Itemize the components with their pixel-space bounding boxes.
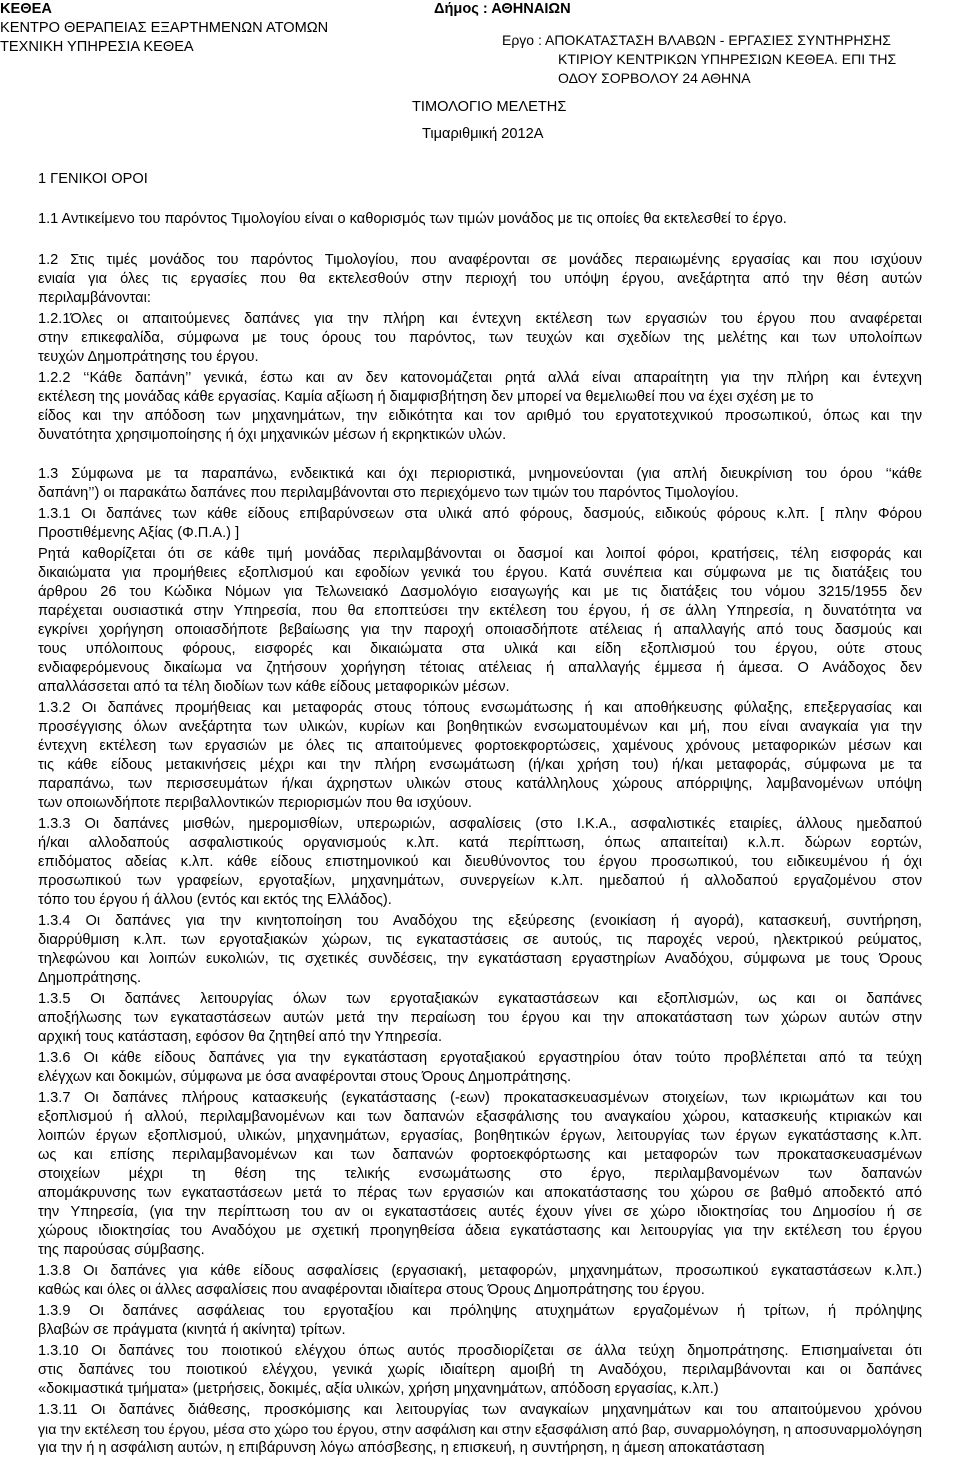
body-line: 1.2.2 ‘‘Κάθε δαπάνη’’ γενικά, έστω και αν δεν κατονομάζεται ρητά αλλά είναι απαραίτητη για την πλήρη και έντεχνη <box>38 370 922 386</box>
body-line: «δοκιμαστικά τμήματα» (μετρήσεις, δοκιμές, αξία υλικών, χρήση μηχανημάτων, απόδοση εργασίας, κ.λπ.) <box>38 1381 719 1397</box>
body-line: βλαβών σε πράγματα (κινητά ή ακίνητα) τρίτων. <box>38 1322 346 1338</box>
body-line: 1.3.2 Οι δαπάνες προμήθειας και μεταφοράς στους τόπους ενσωμάτωσης ή και αποθήκευσης φύλαξης, επεξεργασίας και <box>38 700 922 716</box>
body-line: παρέχεται ουσιαστικά στην Υπηρεσία, που θα εποπτεύσει την εκτέλεση του έργου, ή σε άλλη Υπηρεσία, η δυνατότητα να <box>38 603 922 619</box>
body-line: 1.3.10 Οι δαπάνες του ποιοτικού ελέγχου όπως αυτός προσδιορίζεται σε άλλα τεύχη δημοπράτησης. Επισημαίνεται ότι <box>38 1343 922 1359</box>
body-line: προσωπικού των γραφείων, εργοταξίων, μηχανημάτων, συνεργείων κ.λπ. ημεδαπού ή αλλοδαπού εργαζομένου στον <box>38 873 922 889</box>
body-line: των οποιωνδήποτε περιβαλλοντικών περιορισμών που θα ισχύουν. <box>38 795 472 811</box>
body-line: στις δαπάνες του ποιοτικού ελέγχου, γενικά χωρίς ιδιαίτερη αμοιβή τη Αναδόχου, περιλαμβάνονται και οι δαπάνες <box>38 1362 922 1378</box>
body-line: ενδιαφερόμενους δικαίωμα να ζητήσουν χορήγηση τέτοιας ατέλειας ή απαλλαγής έμμεσα ή άμεσα. Ο Ανάδοχος δεν <box>38 660 922 676</box>
body-line: Προστιθέμενης Αξίας (Φ.Π.Α.) ] <box>38 525 240 541</box>
body-line: διαρρύθμιση κ.λπ. των εργοταξιακών χώρων, τις εγκαταστάσεις σε αυτούς, τις παροχές νερού, ηλεκτρικού ρεύματος, <box>38 932 922 948</box>
body-line: για την ή η ασφάλιση αυτών, η επιβάρυνση λόγω απόσβεσης, η επισκευή, η συντήρηση, η άμεση αποκατάσταση <box>38 1440 765 1456</box>
org-department: ΤΕΧΝΙΚΗ ΥΠΗΡΕΣΙΑ ΚΕΘΕΑ <box>0 39 194 55</box>
body-line: τόπο του έργου ή άλλου (εντός και εκτός της Ελλάδος). <box>38 892 392 908</box>
body-line: 1.3.5 Οι δαπάνες λειτουργίας όλων των εργοταξιακών εγκαταστάσεων και εξοπλισμών, ως και οι δαπάνες <box>38 991 922 1007</box>
body-line: 1.3.4 Οι δαπάνες για την κινητοποίηση του Αναδόχου της εξεύρεσης (ενοικίαση ή αγορά), κατασκευή, συντήρηση, <box>38 913 922 929</box>
body-line: 1.3.9 Οι δαπάνες ασφάλειας του εργοταξίου και πρόληψης ατυχημάτων εργαζομένων ή τρίτων, ή πρόληψης <box>38 1303 922 1319</box>
project-title-line2: ΚΤΙΡΙΟΥ ΚΕΝΤΡΙΚΩΝ ΥΠΗΡΕΣΙΩΝ ΚΕΘΕΑ. ΕΠΙ ΤΗΣ <box>558 51 897 67</box>
org-full-name: ΚΕΝΤΡΟ ΘΕΡΑΠΕΙΑΣ ΕΞΑΡΤΗΜΕΝΩΝ ΑΤΟΜΩΝ <box>0 20 329 36</box>
body-line: στην επικεφαλίδα, σύμφωνα με τους όρους του παρόντος, των τευχών και σχεδίων της μελέτης και των υπολοίπων <box>38 330 922 346</box>
body-line: αποξήλωσης των εγκαταστάσεων αυτών μετά την περαίωση του έργου και την αποκατάσταση των χώρων αυτών στην <box>38 1010 922 1026</box>
body-line: 1.3.3 Οι δαπάνες μισθών, ημερομισθίων, υπερωριών, ασφαλίσεις (στο Ι.Κ.Α., ασφαλιστικές εταιρίες, άλλους ημεδαπού <box>38 816 922 832</box>
body-line: τους υπόλοιπους φόρους, εισφορές και δικαιώματα στα υλικά και είδη εξοπλισμού του έργου, ούτε στους <box>38 641 922 657</box>
body-line: εξοπλισμού ή αλλού, περιλαμβανομένων και των δαπανών εξασφάλισης του αναγκαίου χώρου, κατασκευής κτιριακών και <box>38 1109 922 1125</box>
project-title-line1: Εργο : ΑΠΟΚΑΤΑΣΤΑΣΗ ΒΛΑΒΩΝ - ΕΡΓΑΣΙΕΣ ΣΥΝΤΗΡΗΣΗΣ <box>502 32 891 48</box>
body-line: δικαιώματα για προμήθειες εξοπλισμού και εφοδίων γενικά του έργου. Κατά συνέπεια και σύμφωνα με τις διατάξεις του <box>38 565 922 581</box>
body-line: 1.3.8 Οι δαπάνες για κάθε είδους ασφαλίσεις (εργασιακή, μεταφορών, μηχανημάτων, προσωπικού εγκαταστάσεων κ.λπ.) <box>38 1263 922 1279</box>
body-line: δυνατότητα χρησιμοποίησης ή όχι μηχανικών μέσων ή εκρηκτικών υλών. <box>38 427 507 443</box>
body-line: άρθρου 26 του Κώδικα Νόμων για Τελωνειακό Δασμολόγιο εισαγωγής και με τις διατάξεις του νόμου 3215/1955 δεν <box>38 584 922 600</box>
body-line: επιδόματος αδείας κ.λπ. κάθε είδους επιστημονικού και διευθύνοντος του έργου προσωπικού, του ειδικευμένου ή όχι <box>38 854 922 870</box>
body-line: 1.2 Στις τιμές μονάδος του παρόντος Τιμολογίου, που αναφέρονται σε μονάδες περαιωμένης εργασίας και που ισχύουν <box>38 252 922 268</box>
body-line: ή/και αλλοδαπούς ασφαλιστικούς οργανισμούς κ.λπ. κατά περίπτωση, όπως απαιτείται) κ.λ.π. δώρων εορτών, <box>38 835 922 851</box>
body-line: τευχών Δημοπράτησης του έργου. <box>38 349 259 365</box>
body-line: απαλλάσσεται από τα τέλη διοδίων των κάθε είδους μεταφορικών μέσων. <box>38 679 510 695</box>
body-line: 1.3.7 Οι δαπάνες πλήρους κατασκευής (εγκατάστασης (-εων) προκατασκευασμένων στοιχείων, των ικριωμάτων και του <box>38 1090 922 1106</box>
body-line: ελέγχων και δοκιμών, σύμφωνα με όσα αναφέρονται στους Όρους Δημοπράτησης. <box>38 1069 572 1085</box>
body-line: τις κάθε είδους μετακινήσεις μέχρι και την πλήρη ενσωμάτωση (ή/και χρήση του) ή/και μεταφοράς, σύμφωνα με τα <box>38 757 922 773</box>
body-line: καθώς και όλες οι άλλες ασφαλίσεις που αναφέρονται ιδιαίτερα στους Όρους Δημοπράτησης του έργου. <box>38 1282 705 1298</box>
body-line: προσέγγισης όλων ανεξάρτητα των υλικών, κυρίων και βοηθητικών ενσωματουμένων και μή, που είναι αναγκαία για την <box>38 719 922 735</box>
body-line: χώρους ιδιοκτησίας του Αναδόχου με σχετική προηγηθείσα άδεια εγκατάστασης και λειτουργίας για την εκτέλεση του έργου <box>38 1223 922 1239</box>
body-line: εκτέλεση της μονάδας κάθε εργασίας. Καμία αξίωση ή διαμφισβήτηση δεν μπορεί να θεμελιωθεί που να έχει σχέση με το <box>38 389 814 405</box>
body-line: Ρητά καθορίζεται ότι σε κάθε τιμή μονάδας περιλαμβάνονται οι δασμοί και λοιποί φόροι, κρατήσεις, τέλη εισφοράς και <box>38 546 922 562</box>
body-line: ως και επίσης περιλαμβανομένων και των δαπανών φορτοεκφόρτωσης και μεταφορών των προκατασκευασμένων <box>38 1147 922 1163</box>
body-line: Δημοπράτησης. <box>38 970 142 986</box>
body-line: της παρούσας σύμβασης. <box>38 1242 205 1258</box>
body-line: στοιχείων μέχρι τη θέση της τελικής ενσωμάτωσης στο έργο, περιλαμβανομένων των δαπανών <box>38 1166 922 1182</box>
body-line: 1.3.6 Οι κάθε είδους δαπάνες για την εγκατάσταση εργοταξιακού εργαστηρίου όταν τούτο προβλέπεται από τα τεύχη <box>38 1050 922 1066</box>
body-line: απομάκρυνσης των εγκαταστάσεων μετά το πέρας των εργασιών και αποκατάστασης του χώρου σε βαθμό αποδεκτό από <box>38 1185 922 1201</box>
body-line: αρχική τους κατάσταση, εφόσον θα ζητηθεί από την Υπηρεσία. <box>38 1029 443 1045</box>
body-line: για την εκτέλεση του έργου, μέσα στο χώρο του έργου, στην ασφάλιση και στην εξασφάλιση από βαρ, συναρμολόγηση, η αποσυναρμολόγηση <box>38 1421 923 1437</box>
body-line: περιλαμβάνονται: <box>38 290 151 306</box>
body-line: λοιπών έργων εξοπλισμού, υλικών, μηχανημάτων, εργασίας, βοηθητικών έργων, λειτουργίας των έργων εγκατάστασης κ.λπ. <box>38 1128 922 1144</box>
municipality: Δήμος : ΑΘΗΝΑΙΩΝ <box>434 1 571 17</box>
body-line: 1.3.11 Οι δαπάνες διάθεσης, προσκόμισης και λειτουργίας των αναγκαίων μηχανημάτων και του απαιτούμενου χρόνου <box>38 1402 922 1418</box>
body-line: εγκρίνει χορήγηση οποιασδήποτε βεβαίωσης για την παροχή οποιασδήποτε ατέλειας ή απαλλαγής από τους δασμούς και <box>38 622 922 638</box>
body-line: την Υπηρεσία, (για την περίπτωση του αν οι εγκαταστάσεις αυτές έχουν γίνει σε χώρο ιδιοκτησίας του Δημοσίου ή σε <box>38 1204 922 1220</box>
body-line: τηλεφώνου και λοιπών ευκολιών, τις σχετικές συνδέσεις, την εγκατάσταση εργαστηρίων Αναδόχου, σύμφωνα με τους Όρους <box>38 951 922 967</box>
body-line: έντεχνη εκτέλεση των εργασιών με όλες τις απαιτούμενες φορτοεκφορτώσεις, χαμένους χρόνους μεταφορικών μέσων και <box>38 738 922 754</box>
body-line: είδος και την απόδοση των μηχανημάτων, την ειδικότητα και τον αριθμό του εργατοτεχνικού προσωπικού, όπως και την <box>38 408 922 424</box>
body-line: 1.2.1Όλες οι απαιτούμενες δαπάνες για την πλήρη και έντεχνη εκτέλεση των εργασιών του έργου που αναφέρεται <box>38 311 922 327</box>
body-line: 1.3 Σύμφωνα με τα παραπάνω, ενδεικτικά και όχι περιοριστικά, μνημονεύονται (για απλή διευκρίνιση του όρου ‘‘κάθε <box>38 466 922 482</box>
body-line: 1.1 Αντικείμενο του παρόντος Τιμολογίου είναι ο καθορισμός των τιμών μονάδος με τις οποίες θα εκτελεσθεί το έργο. <box>38 211 787 227</box>
body-line: ενιαία για όλες τις εργασίες που θα εκτελεσθούν στην περιοχή του υπόψη έργου, ανεξάρτητα από την θέση αυτών <box>38 271 922 287</box>
project-title-line3: ΟΔΟΥ ΣΟΡΒΟΛΟΥ 24 ΑΘΗΝΑ <box>558 70 751 86</box>
body-line: δαπάνη’’) οι παρακάτω δαπάνες που περιλαμβάνονται στο περιεχόμενο των τιμών του παρόντος Τιμολογίου. <box>38 485 739 501</box>
body-line: παραπάνω, των περισσευμάτων ή/και άχρηστων υλικών στους κατάλληλους χώρους απόρριψης, λαμβανομένων υπόψη <box>38 776 922 792</box>
body-line: 1.3.1 Οι δαπάνες των κάθε είδους επιβαρύνσεων στα υλικά από φόρους, δασμούς, ειδικούς φόρους κ.λπ. [ πλην Φόρου <box>38 506 922 522</box>
org-name: ΚΕΘΕΑ <box>0 1 52 17</box>
section-title: 1 ΓΕΝΙΚΟΙ ΟΡΟΙ <box>38 171 148 187</box>
doc-subtitle: Τιμαριθμική 2012Α <box>422 126 544 142</box>
doc-title: ΤΙΜΟΛΟΓΙΟ ΜΕΛΕΤΗΣ <box>412 99 567 115</box>
